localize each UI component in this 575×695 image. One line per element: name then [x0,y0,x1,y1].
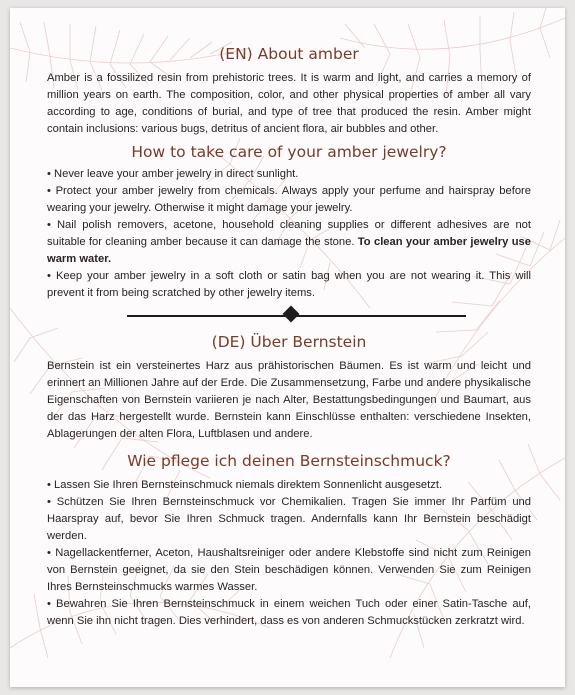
list-item: • Nagellackentferner, Aceton, Haushaltsreiniger oder andere Klebstoffe sind nicht zum Reinigen von Bernstein geeignet, da sie den Stein beschädigen können. Verwenden Sie zum Reinigen Ihres Bernsteinschmucks warmes Wasser. [47,545,531,596]
intro-de: Bernstein ist ein versteinertes Harz aus prähistorischen Bäumen. Es ist warm und leicht und erinnert an Millionen Jahre auf der Erde. Die Zusammensetzung, Farbe und andere physikalische Eigenschaften von Bernstein variieren je nach Alter, Bestattungsbedingungen und Baumart, aus der das Harz hergestellt wurde. Bernstein kann Einschlüsse enthalten: verschiedene Insekten, Ablagerungen der alten Flora, Luftblasen und andere. [47,360,531,440]
diamond-icon [283,306,300,323]
info-card [10,8,565,687]
list-item: • Keep your amber jewelry in a soft cloth or satin bag when you are not wearing it. This will prevent it from being scratched by other jewelry items. [47,268,531,302]
heading-about-amber-de: (DE) Über Bernstein [211,333,367,351]
list-item: • Never leave your amber jewelry in direct sunlight. [47,166,531,183]
intro-en: Amber is a fossilized resin from prehistoric trees. It is warm and light, and carries a memory of million years on earth. The composition, color, and other physical properties of amber all vary according to age, conditions of burial, and type of tree that produced the resin. Amber might contain inclusions: various bugs, detritus of ancient flora, air bubbles and other. [47,72,531,135]
content [47,44,531,630]
list-item: • Schützen Sie Ihren Bernsteinschmuck vor Chemikalien. Tragen Sie immer Ihr Parfüm und Haarspray auf, bevor Sie Ihren Schmuck tragen. Andernfalls kann Ihr Bernstein beschädigt werden. [47,494,531,545]
section-divider [47,306,531,326]
list-item: • Lassen Sie Ihren Bernsteinschmuck niemals direktem Sonnenlicht ausgesetzt. [47,477,531,494]
bold-tip: To clean your amber jewelry use warm water. [47,236,531,265]
list-item-text: Nail polish removers, acetone, household cleaning supplies or different adhesives are not suitable for cleaning amber because it can damage the stone. [47,219,532,248]
list-item: • Protect your amber jewelry from chemicals. Always apply your perfume and hairspray before wearing your jewelry. Otherwise it might damage your jewelry. [47,183,531,217]
list-item: • Bewahren Sie Ihren Bernsteinschmuck in einem weichen Tuch oder einer Satin-Tasche auf, wenn Sie ihn nicht tragen. Dies verhindert, dass es von anderen Schmuckstücken zerkratzt wird. [47,596,531,630]
care-list-en [47,166,531,302]
list-item [47,217,531,268]
care-list-de [47,477,531,630]
heading-care-de: Wie pflege ich deinen Bernsteinschmuck? [127,452,451,470]
heading-care-en: How to take care of your amber jewelry? [131,143,447,161]
heading-about-amber-en: (EN) About amber [219,45,359,63]
